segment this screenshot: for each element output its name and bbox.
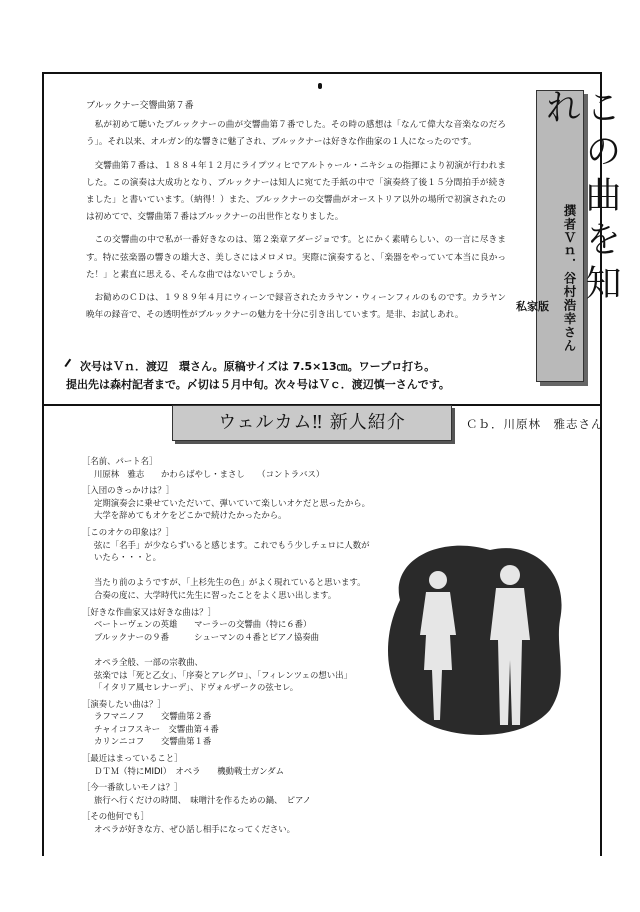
qa-item (82, 781, 522, 806)
silhouette-illustration (380, 540, 570, 740)
qa-question: ［入団のきっかけは？］ (82, 485, 175, 496)
qa-answer: 当たり前のようですが、「上杉先生の色」がよく現れていると思います。 (94, 577, 366, 588)
qa-item (82, 810, 522, 835)
article-paragraph: お勧めのＣＤは、１９８９年４月にウィーンで録音されたカラヤン・ウィーンフィルのものです。カラヤン晩年の録音で、その透明性がブルックナーの魅力を十分に引き出しています。是非、お試しあれ。 (86, 293, 506, 321)
article-paragraph: この交響曲の中で私が一番好きなのは、第２楽章アダージョです。とにかく素晴らしい、の一言に尽きます。特に弦楽器の響きの雄大さ、美しさにはメロメロ。実際に演奏すると、「楽器をやっていて本当に良かった！」と素直に思える、そんな曲ではないでしょうか。 (86, 235, 506, 280)
qa-answer: チャイコフスキー 交響曲第４番 (94, 723, 219, 734)
article-title: ブルックナー交響曲第７番 (86, 101, 194, 111)
welcome-banner: ウェルカム‼ 新人紹介 (172, 405, 452, 441)
qa-answer: 弦に「名手」が少ならずいると感じます。これでもう少しチェロに人数が (94, 539, 370, 550)
qa-question: ［最近はまっていること］ (82, 753, 183, 764)
qa-question: ［その他何でも］ (82, 811, 149, 822)
qa-answer: 弦楽では「死と乙女」、「序奏とアレグロ」、「フィレンツェの想い出」 (94, 669, 352, 680)
qa-answer: 大学を辞めてもオケをどこかで続けたかったから。 (94, 510, 287, 521)
ink-dot (318, 83, 322, 89)
qa-answer: オペラが好きな方、ぜひ話し相手になってください。 (94, 824, 295, 835)
qa-answer: ベートーヴェンの英雄 マーラーの交響曲（特に６番） (94, 619, 312, 630)
qa-answer: いたら・・・と。 (94, 552, 161, 563)
qa-question: ［好きな作曲家又は好きな曲は？］ (82, 606, 216, 617)
qa-answer: オペラ全般、一部の宗教曲、 (94, 656, 203, 667)
pencil-icon (64, 359, 78, 373)
qa-answer: 旅行へ行くだけの時間、 味噌汁を作るための鍋、 ピアノ (94, 794, 312, 805)
qa-answer: ラフマニノフ 交響曲第２番 (94, 711, 212, 722)
article-body (86, 92, 506, 330)
next-issue-note (66, 358, 450, 394)
note-line: 提出先は森村記者まで。〆切は５月中旬。次々号はＶｃ．渡辺慎一さんです。 (66, 378, 450, 391)
column-subtitle: 私家版 (516, 300, 549, 313)
qa-answer: ブルックナーの９番 シューマンの４番とピアノ協奏曲 (94, 631, 319, 642)
qa-question: ［演奏したい曲は？］ (82, 698, 166, 709)
qa-answer: 合奏の度に、大学時代に先生に習ったことをよく思い出します。 (94, 589, 337, 600)
column-title: この曲を知れ (540, 88, 621, 308)
qa-question: ［名前、パート名］ (82, 456, 158, 466)
new-member-name: Ｃｂ．川原林 雅志さん (466, 417, 604, 431)
qa-answer: カリンニコフ 交響曲第１番 (94, 736, 212, 747)
qa-answer: 定期演奏会に乗せていただいて、弾いていて楽しいオケだと思ったから。 (94, 497, 371, 508)
qa-item (82, 484, 522, 522)
article-paragraph: 交響曲第７番は、１８８４年１２月にライプツィヒでアルトゥール・ニキシュの指揮により初演が行われました。この演奏は大成功となり、ブルックナーは知人に宛てた手紙の中で「演奏終了後１５分間拍手が続きました」と書いています。（納得！）また、ブルックナーの交響曲がオーストリア以外の場所で初演されたのは初めてで、交響曲第７番はブルックナーの出世作となりました。 (86, 160, 506, 223)
qa-answer: ＤＴＭ（特にMIDI） オペラ 機動戦士ガンダム (94, 765, 284, 776)
qa-answer: 川原林 雅志 かわらばやし・まさし （コントラバス） (94, 468, 325, 479)
qa-item (82, 455, 522, 480)
note-line: 次号はＶｎ．渡辺 環さん。原稿サイズは 7.5×13㎝。ワープロ打ち。 (66, 358, 450, 376)
column-header (512, 82, 621, 322)
qa-question: ［今一番欲しいモノは？］ (82, 782, 183, 793)
qa-question: ［このオケの印象は？］ (82, 526, 174, 537)
qa-answer: 「イタリア風セレナーデ」、ドヴォルザークの弦セレ。 (94, 682, 299, 693)
qa-item (82, 752, 522, 777)
column-author: 撰者Ｖｎ．谷村浩幸さん (562, 204, 577, 353)
article-paragraph: 私が初めて聴いたブルックナーの曲が交響曲第７番でした。その時の感想は「なんて偉大な音楽なのだろう」。それ以来、オルガン的な響きに魅了され、ブルックナーは好きな作曲家の１人になったのです。 (86, 120, 506, 148)
